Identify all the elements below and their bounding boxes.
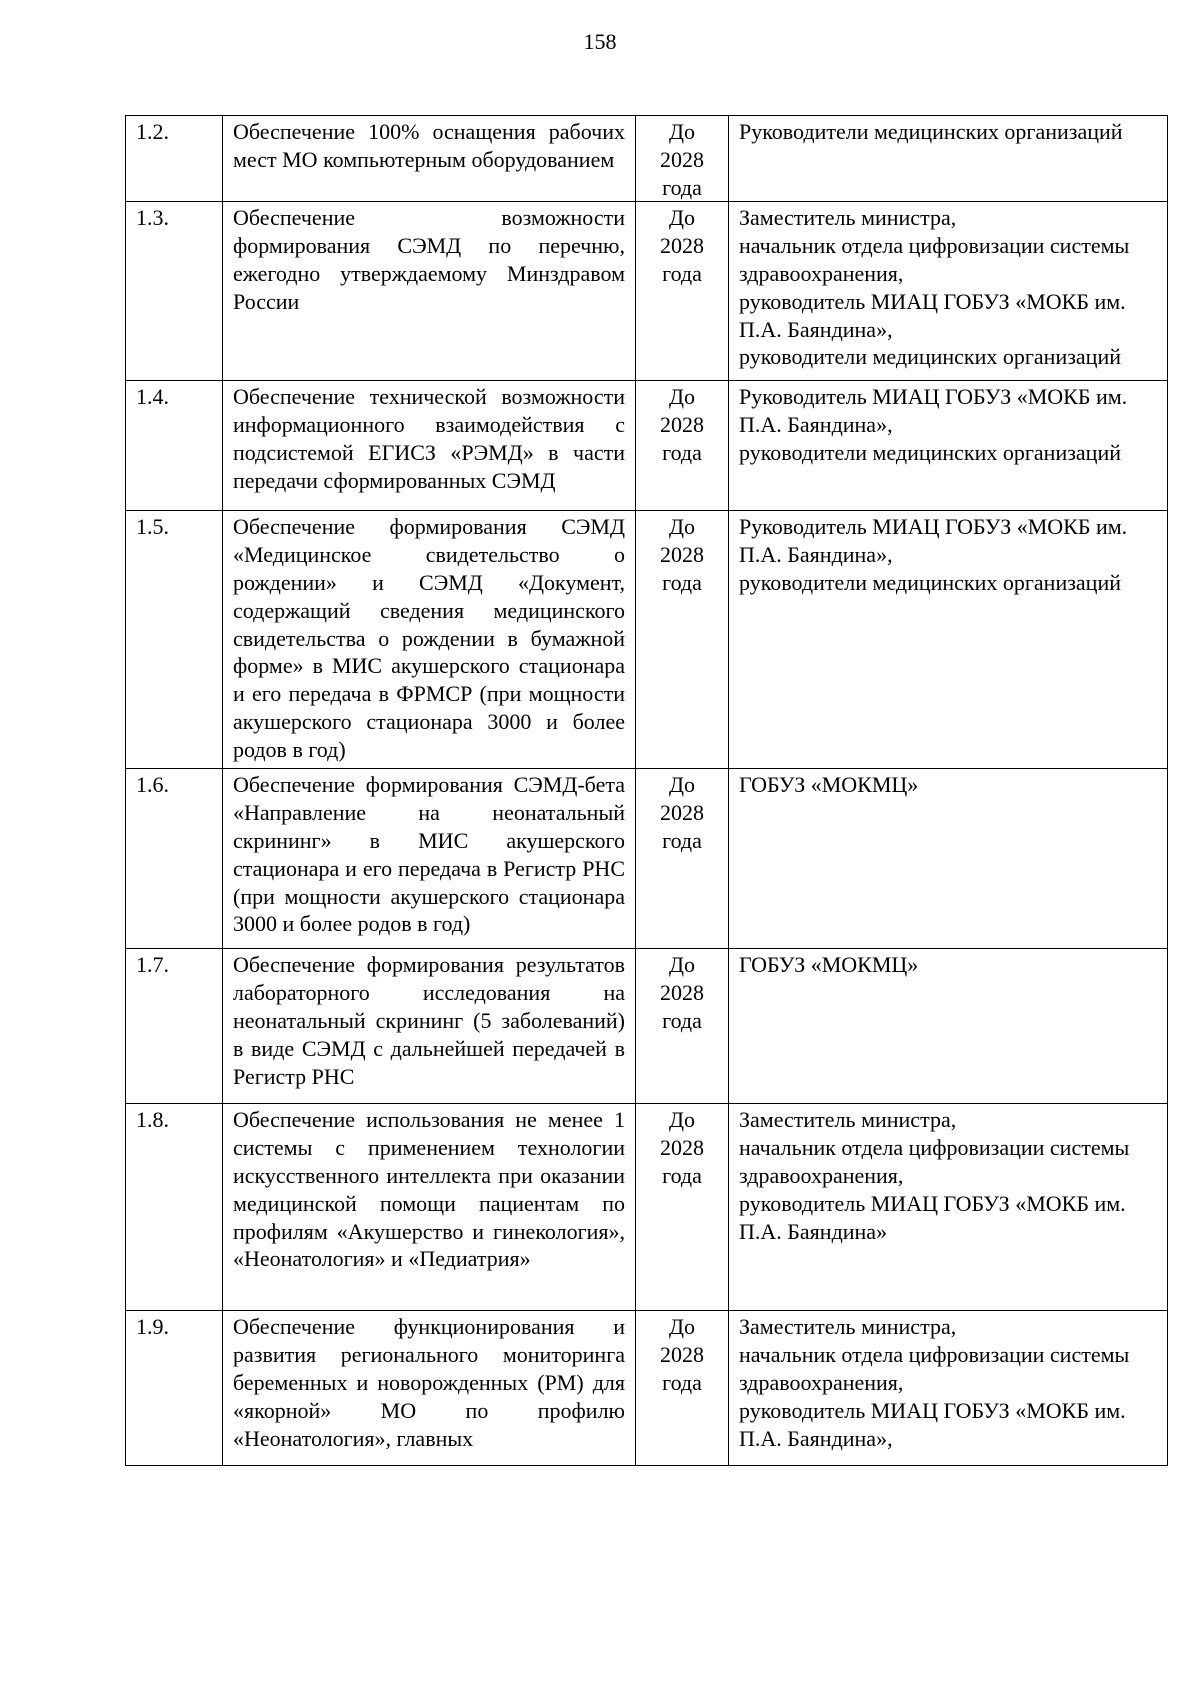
responsible-line: руководитель МИАЦ ГОБУЗ «МОКБ им. П.А. Баяндина»,: [739, 288, 1126, 342]
deadline-line: До: [668, 1314, 695, 1340]
responsible-cell: [729, 381, 1168, 511]
deadline-line: До: [668, 119, 695, 144]
deadline-cell: [636, 511, 729, 769]
deadline-line: года: [662, 174, 702, 200]
responsible-line: начальник отдела цифровизации системы здравоохранения,: [739, 233, 1130, 286]
responsible-cell: [729, 116, 1168, 202]
measure-description: Обеспечение формирования СЭМД «Медицинское свидетельство о рождении» и СЭМД «Документ, содержащий сведения медицинского свидетельства о рождении в бумажной форме» в МИС акушерского стационара и его передача в ФРМСР (при мощности акушерского стационара 3000 и более родов в год): [223, 511, 636, 769]
responsible-line: ГОБУЗ «МОКМЦ»: [739, 952, 919, 978]
deadline-line: До: [668, 384, 695, 410]
table-row: [126, 116, 1168, 202]
responsible-cell: [729, 202, 1168, 381]
measures-table-body: [126, 116, 1168, 1466]
table-row: [126, 1311, 1168, 1466]
deadline-line: года: [662, 1369, 702, 1395]
item-number: 1.7.: [126, 949, 223, 1104]
measure-description: Обеспечение возможности формирования СЭМД по перечню, ежегодно утверждаемому Минздравом России: [223, 202, 636, 381]
item-number: 1.8.: [126, 1104, 223, 1311]
responsible-line: руководитель МИАЦ ГОБУЗ «МОКБ им. П.А. Баяндина»,: [739, 1397, 1126, 1451]
deadline-line: До: [668, 514, 695, 540]
table-row: [126, 202, 1168, 381]
deadline-line: До: [668, 1107, 695, 1133]
measure-description: Обеспечение формирования СЭМД-бета «Направление на неонатальный скрининг» в МИС акушерского стационара и его передача в Регистр РНС (при мощности акушерского стационара 3000 и более родов в год): [223, 769, 636, 949]
table-row: [126, 949, 1168, 1104]
measures-table: [125, 115, 1168, 1466]
table-row: [126, 511, 1168, 769]
deadline-line: 2028: [660, 800, 704, 826]
responsible-line: Руководители медицинских организаций: [739, 119, 1123, 144]
deadline-line: года: [662, 1007, 702, 1033]
deadline-line: года: [662, 260, 702, 286]
responsible-cell: [729, 949, 1168, 1104]
responsible-line: Заместитель министра,: [739, 1314, 957, 1340]
deadline-line: года: [662, 569, 702, 595]
deadline-line: года: [662, 1162, 702, 1188]
deadline-cell: [636, 116, 729, 202]
page-number: 158: [583, 29, 617, 54]
responsible-line: Руководитель МИАЦ ГОБУЗ «МОКБ им. П.А. Баяндина»,: [739, 384, 1128, 438]
deadline-line: года: [662, 439, 702, 465]
deadline-line: До: [668, 772, 695, 798]
deadline-line: 2028: [660, 146, 704, 172]
deadline-cell: [636, 202, 729, 381]
table-row: [126, 1104, 1168, 1311]
deadline-line: До: [668, 952, 695, 978]
responsible-line: руководитель МИАЦ ГОБУЗ «МОКБ им. П.А. Баяндина»: [739, 1190, 1126, 1244]
measure-description: Обеспечение 100% оснащения рабочих мест МО компьютерным оборудованием: [223, 116, 636, 202]
responsible-cell: [729, 1104, 1168, 1311]
deadline-cell: [636, 949, 729, 1104]
deadline-cell: [636, 1311, 729, 1466]
deadline-cell: [636, 769, 729, 949]
responsible-line: руководители медицинских организаций: [739, 344, 1122, 370]
table-row: [126, 769, 1168, 949]
deadline-line: 2028: [660, 542, 704, 568]
deadline-line: года: [662, 827, 702, 853]
responsible-cell: [729, 769, 1168, 949]
measure-description: Обеспечение функционирования и развития регионального мониторинга беременных и новорожденных (РМ) для «якорной» МО по профилю «Неонатология», главных: [223, 1311, 636, 1466]
item-number: 1.2.: [126, 116, 223, 202]
responsible-line: начальник отдела цифровизации системы здравоохранения,: [739, 1135, 1130, 1188]
measure-description: Обеспечение использования не менее 1 системы с применением технологии искусственного интеллекта при оказании медицинской помощи пациентам по профилям «Акушерство и гинекология», «Неонатология» и «Педиатрия»: [223, 1104, 636, 1311]
item-number: 1.3.: [126, 202, 223, 381]
responsible-line: руководители медицинских организаций: [739, 569, 1122, 595]
deadline-line: 2028: [660, 412, 704, 438]
deadline-cell: [636, 381, 729, 511]
item-number: 1.5.: [126, 511, 223, 769]
responsible-line: ГОБУЗ «МОКМЦ»: [739, 772, 919, 798]
deadline-line: 2028: [660, 233, 704, 259]
deadline-line: 2028: [660, 980, 704, 1006]
deadline-line: 2028: [660, 1342, 704, 1368]
item-number: 1.6.: [126, 769, 223, 949]
deadline-cell: [636, 1104, 729, 1311]
deadline-line: До: [668, 205, 695, 231]
responsible-line: Руководитель МИАЦ ГОБУЗ «МОКБ им. П.А. Баяндина»,: [739, 514, 1128, 568]
table-row: [126, 381, 1168, 511]
measure-description: Обеспечение технической возможности информационного взаимодействия с подсистемой ЕГИСЗ «РЭМД» в части передачи сформированных СЭМД: [223, 381, 636, 511]
responsible-line: Заместитель министра,: [739, 205, 957, 231]
item-number: 1.9.: [126, 1311, 223, 1466]
responsible-line: начальник отдела цифровизации системы здравоохранения,: [739, 1342, 1130, 1395]
responsible-line: Заместитель министра,: [739, 1107, 957, 1133]
deadline-line: 2028: [660, 1135, 704, 1161]
item-number: 1.4.: [126, 381, 223, 511]
responsible-cell: [729, 511, 1168, 769]
measure-description: Обеспечение формирования результатов лабораторного исследования на неонатальный скрининг (5 заболеваний) в виде СЭМД с дальнейшей передачей в Регистр РНС: [223, 949, 636, 1104]
responsible-line: руководители медицинских организаций: [739, 439, 1122, 465]
responsible-cell: [729, 1311, 1168, 1466]
